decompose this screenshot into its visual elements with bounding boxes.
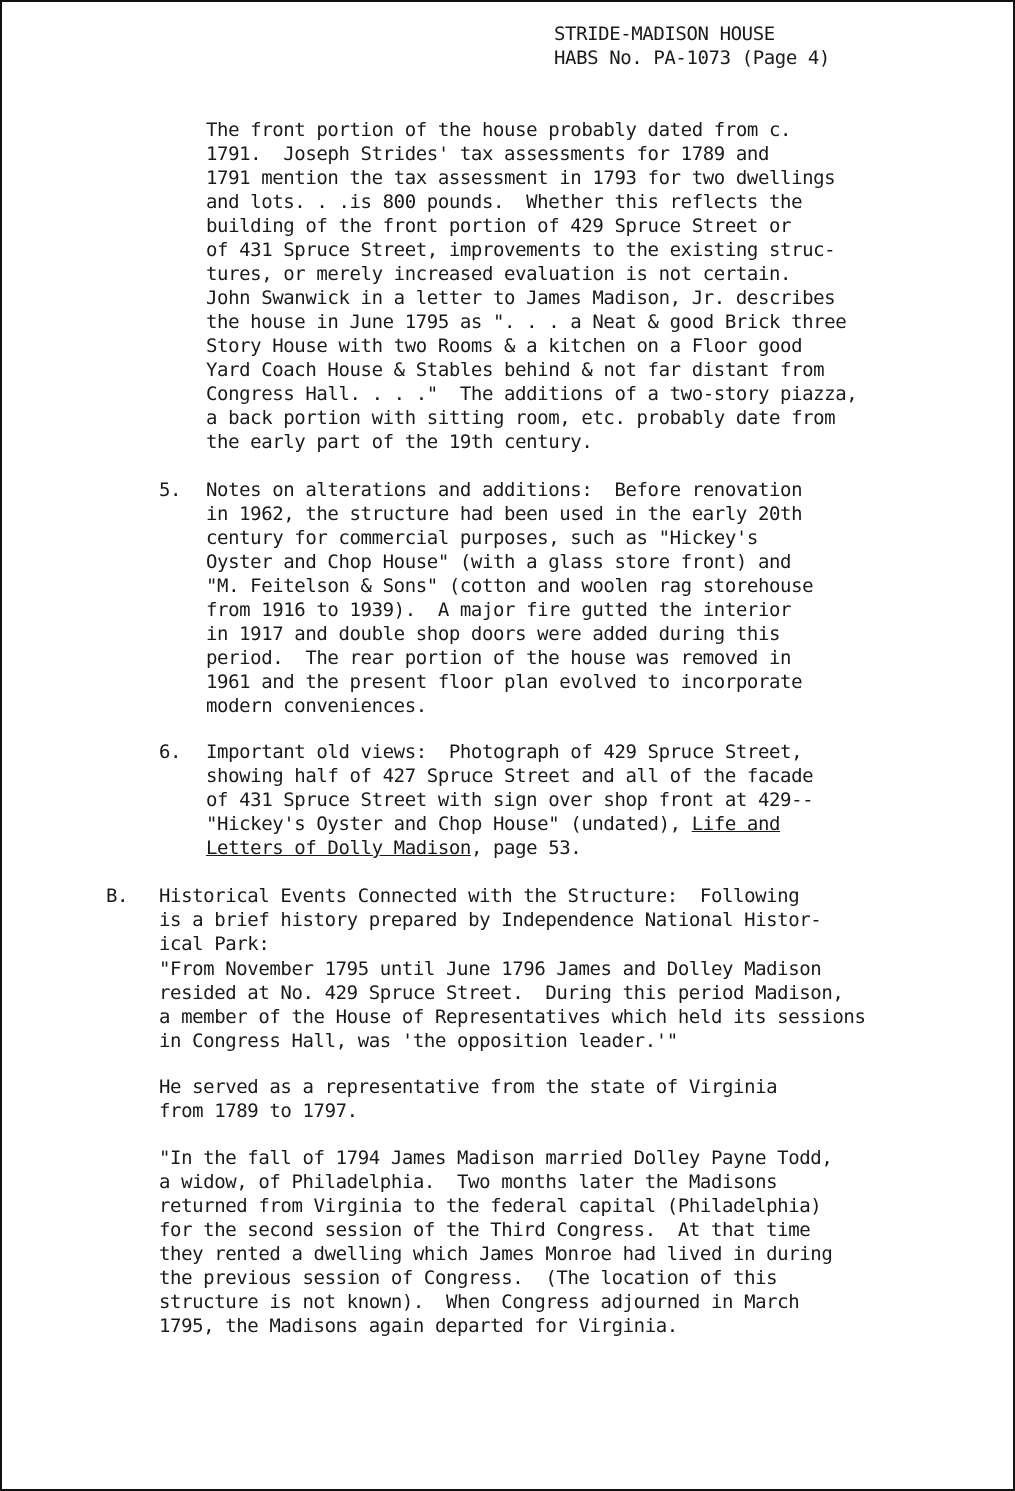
text-line: 1791 mention the tax assessment in 1793 for two dwellings <box>206 167 836 189</box>
text-line: 1795, the Madisons again departed for Virginia. <box>159 1315 678 1337</box>
text-line <box>206 812 780 836</box>
text-line: Historical Events Connected with the Structure: Following <box>159 885 800 907</box>
text-line: "From November 1795 until June 1796 James and Dolley Madison <box>159 958 822 980</box>
text-line: from 1789 to 1797. <box>159 1100 358 1122</box>
text-line: Yard Coach House & Stables behind & not far distant from <box>206 359 825 381</box>
text-line: The front portion of the house probably dated from c. <box>206 119 792 141</box>
text-line: structure is not known). When Congress adjourned in March <box>159 1291 800 1313</box>
section-letter: B. <box>106 885 129 907</box>
text-line: building of the front portion of 429 Spruce Street or <box>206 215 792 237</box>
text-segment: "Hickey's Oyster and Chop House" (undated), <box>206 813 692 835</box>
text-line: Important old views: Photograph of 429 Spruce Street, <box>206 741 803 763</box>
text-line: Notes on alterations and additions: Before renovation <box>206 479 803 501</box>
text-line: Congress Hall. . . ." The additions of a two-story piazza, <box>206 383 858 405</box>
text-line: of 431 Spruce Street with sign over shop front at 429-- <box>206 789 814 811</box>
text-line: the house in June 1795 as ". . . a Neat & good Brick three <box>206 311 847 333</box>
text-line: Oyster and Chop House" (with a glass store front) and <box>206 551 792 573</box>
text-line: 1791. Joseph Strides' tax assessments for 1789 and <box>206 143 769 165</box>
text-line: in 1917 and double shop doors were added during this <box>206 623 781 645</box>
text-line <box>206 836 581 860</box>
text-line: from 1916 to 1939). A major fire gutted the interior <box>206 599 792 621</box>
text-line: tures, or merely increased evaluation is not certain. <box>206 263 792 285</box>
text-line: of 431 Spruce Street, improvements to the existing struc- <box>206 239 836 261</box>
text-line: "M. Feitelson & Sons" (cotton and woolen rag storehouse <box>206 575 814 597</box>
text-line: ical Park: <box>159 933 270 955</box>
text-line: "In the fall of 1794 James Madison married Dolley Payne Todd, <box>159 1147 833 1169</box>
text-line: modern conveniences. <box>206 695 427 717</box>
book-title: Life and <box>691 813 781 835</box>
text-line: the previous session of Congress. (The location of this <box>159 1267 778 1289</box>
text-line: the early part of the 19th century. <box>206 431 593 453</box>
text-line: returned from Virginia to the federal capital (Philadelphia) <box>159 1195 822 1217</box>
text-line: Story House with two Rooms & a kitchen on a Floor good <box>206 335 803 357</box>
document-title: STRIDE-MADISON HOUSE <box>554 23 775 45</box>
text-line: He served as a representative from the state of Virginia <box>159 1076 778 1098</box>
text-line: is a brief history prepared by Independence National Histor- <box>159 909 822 931</box>
habs-number: HABS No. PA-1073 (Page 4) <box>554 47 830 69</box>
text-line: showing half of 427 Spruce Street and all of the facade <box>206 765 814 787</box>
text-line: century for commercial purposes, such as "Hickey's <box>206 527 758 549</box>
text-line: 1961 and the present floor plan evolved to incorporate <box>206 671 803 693</box>
book-title: Letters of Dolly Madison <box>206 837 471 859</box>
text-line: in Congress Hall, was 'the opposition leader.'" <box>159 1030 678 1052</box>
text-line: in 1962, the structure had been used in the early 20th <box>206 503 803 525</box>
text-line: John Swanwick in a letter to James Madison, Jr. describes <box>206 287 836 309</box>
text-line: resided at No. 429 Spruce Street. During this period Madison, <box>159 982 844 1004</box>
text-line: a widow, of Philadelphia. Two months later the Madisons <box>159 1171 778 1193</box>
item-number: 5. <box>159 479 182 501</box>
text-line: for the second session of the Third Congress. At that time <box>159 1219 811 1241</box>
text-line: period. The rear portion of the house was removed in <box>206 647 792 669</box>
text-line: a back portion with sitting room, etc. probably date from <box>206 407 836 429</box>
item-number: 6. <box>159 741 182 763</box>
text-line: a member of the House of Representatives which held its sessions <box>159 1006 866 1028</box>
text-line: they rented a dwelling which James Monroe had lived in during <box>159 1243 833 1265</box>
text-line: and lots. . .is 800 pounds. Whether this reflects the <box>206 191 803 213</box>
page-reference: , page 53. <box>470 837 582 859</box>
